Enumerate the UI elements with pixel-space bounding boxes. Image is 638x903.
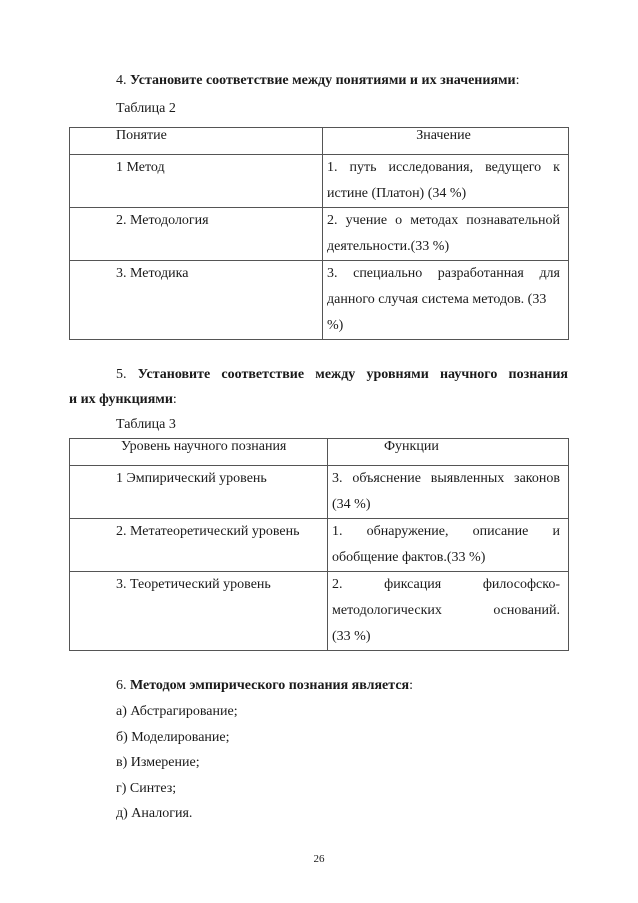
answer-option: г) Синтез; [116,780,177,796]
table-3-header-level: Уровень научного познания [70,439,328,466]
question-5-line-2 [69,390,177,410]
question-6-number: 6. [116,678,130,693]
question-5-tail: : [172,392,177,407]
question-4 [116,71,520,91]
answer-options [116,702,238,830]
table-2-header-meaning: Значение [323,128,569,155]
row-term: 2. Методология [116,213,209,228]
row-meaning-line: деятельности.(33 %) [327,239,450,254]
table-3 [69,438,569,651]
question-5-number: 5. [116,367,138,382]
row-function-line: 1. обнаружение, описание и [332,524,560,539]
table-row [70,261,569,340]
row-function-line: (34 %) [332,497,371,512]
answer-option: д) Аналогия. [116,806,193,821]
row-meaning-line: 1. путь исследования, ведущего к [327,160,560,175]
table-row [70,155,569,208]
row-meaning-line: данного случая система методов. (33 [327,292,547,307]
row-term: 2. Метатеоретический уровень [116,524,300,539]
question-6-tail: : [409,678,414,693]
table-2-header-term: Понятие [70,128,323,155]
table-2-header [70,128,569,155]
answer-option: б) Моделирование; [116,729,230,745]
row-term: 3. Методика [116,266,189,281]
page-number: 26 [313,853,325,865]
row-term: 1 Метод [116,160,165,175]
row-term: 1 Эмпирический уровень [116,471,267,486]
row-function-line: 2. фиксация философско- [332,577,560,592]
row-term: 3. Теоретический уровень [116,577,271,592]
row-function-line: обобщение фактов.(33 %) [332,550,486,565]
table-row [70,572,569,651]
row-meaning-line: 2. учение о методах познавательной [327,213,560,228]
row-function-line: (33 %) [332,629,371,644]
table-row [70,466,569,519]
question-5-text: Установите соответствие между уровнями научного познания [137,367,569,382]
row-meaning-line: 3. специально разработанная для [327,266,560,281]
question-5-line-1 [116,365,568,385]
row-function-line: методологических оснований. [332,603,560,618]
table-row [70,208,569,261]
question-4-number: 4. [116,73,130,88]
question-4-tail: : [515,73,520,88]
table-2-caption: Таблица 2 [116,101,176,116]
answer-option: в) Измерение; [116,755,200,770]
table-3-header [70,439,569,466]
question-5-text-cont: и их функциями [69,392,173,407]
table-3-caption: Таблица 3 [116,417,176,432]
row-meaning-line: истине (Платон) (34 %) [327,186,467,201]
question-4-text: Установите соответствие между понятиями и их значениями [130,73,516,88]
answer-option: а) Абстрагирование; [116,704,238,719]
question-6 [116,676,413,696]
table-2 [69,127,569,340]
row-meaning-line: %) [327,318,344,333]
row-function-line: 3. объяснение выявленных законов [332,471,560,486]
question-6-text: Методом эмпирического познания является [130,678,410,693]
table-row [70,519,569,572]
table-3-header-functions: Функции [328,439,569,466]
